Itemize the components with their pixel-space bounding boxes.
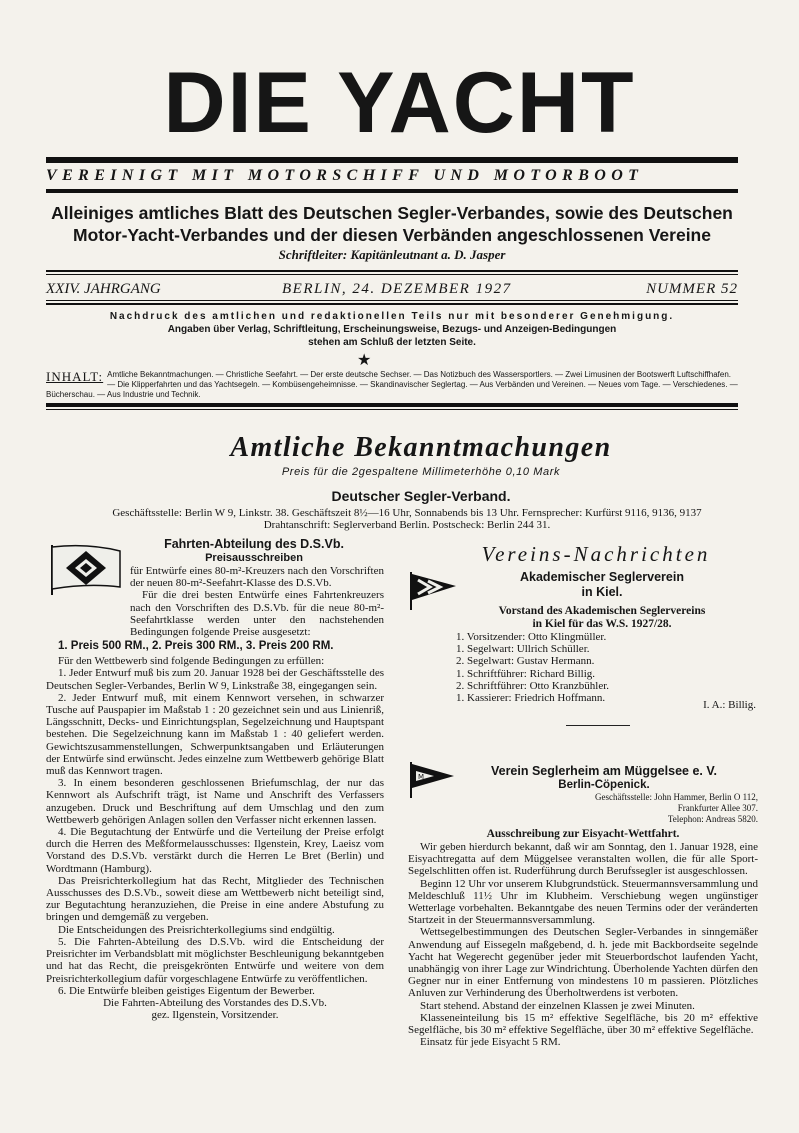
vsm-title-2: Berlin-Cöpenick. [558, 779, 650, 791]
left-p2: Für den Wettbewerb sind folgende Bedingungen zu erfüllen: [58, 655, 325, 668]
aks-board-title-1: Vorstand des Akademischen Seglervereins [498, 605, 706, 617]
member-line: 1. Segelwart: Ullrich Schüller. [456, 643, 590, 656]
vsm-heading: Ausschreibung zur Eisyacht-Wettfahrt. [486, 828, 680, 840]
vsm-p1: Wir geben hierdurch bekannt, daß wir am Sonntag, den 1. Januar 1928, eine Eisyachtregatta auf dem Müggelsee veranstalten wollen, die für alle Sport-Segelschlitten offen ist. Ruderführung durch Berufssegler ist ausgeschlossen. [408, 841, 758, 878]
left-p1: Für die drei besten Entwürfe eines Fahrtenkreuzers nach den Vorschriften des D.S.Vb. für die neue 80-m²-Seefahrtklasse werden unter den nachstehenden Bedingungen folgende Preise ausgesetzt: [130, 589, 384, 639]
official-statement [46, 202, 738, 246]
issue-info [46, 281, 738, 299]
dsv-address-line-1: Geschäftsstelle: Berlin W 9, Linkstr. 38. Geschäftszeit 8½—16 Uhr, Sonnabends bis 13 Uhr. Fernsprecher: Kurfürst 9116, 9136, 9137 [112, 507, 702, 519]
left-prizes: 1. Preis 500 RM., 2. Preis 300 RM., 3. Preis 200 RM. [58, 640, 334, 653]
left-subheading: Preisausschreiben [205, 552, 303, 564]
aks-title-2: in Kiel. [581, 585, 623, 599]
issue-rule-top [46, 270, 738, 272]
notice-line-1: Nachdruck des amtlichen und redaktionellen Teils nur mit besonderer Genehmigung. [109, 311, 675, 322]
vereins-nachrichten-title: Vereins-Nachrichten [481, 542, 711, 566]
svg-text:M: M [418, 773, 425, 781]
vsm-p4: Start stehend. Abstand der einzelnen Klassen je zwei Minuten. [420, 999, 695, 1012]
issue-number: NUMMER 52 [646, 281, 738, 297]
vsm-address-1: Geschäftsstelle: John Hammer, Berlin O 112, [594, 792, 758, 802]
short-divider [566, 725, 630, 726]
left-p8: Die Entscheidungen des Preisrichterkollegiums sind endgültig. [58, 923, 335, 936]
left-heading: Fahrten-Abteilung des D.S.Vb. [164, 537, 344, 551]
notice-line-2: Angaben über Verlag, Schriftleitung, Erscheinungsweise, Bezugs- und Anzeigen-Bedingungen [167, 324, 617, 335]
vsm-block [452, 764, 756, 792]
section-price-note: Preis für die 2gespaltene Millimeterhöhe 0,10 Mark [281, 466, 561, 478]
member-line: 2. Segelwart: Gustav Hermann. [456, 655, 595, 668]
aks-title-1: Akademischer Seglerverein [520, 570, 684, 584]
dsv-address [46, 507, 768, 531]
contents-rule [46, 403, 738, 407]
masthead: DIE YACHT [163, 55, 636, 151]
left-column [46, 537, 384, 1021]
editor-line: Schriftleiter: Kapitänleutnant a. D. Jasper [278, 247, 506, 262]
left-intro: für Entwürfe eines 80-m²-Kreuzers nach den Vorschriften der neuen 80-m²-Seefahrt-Klasse des D.S.Vb. [130, 565, 384, 590]
left-p3: 1. Jeder Entwurf muß bis zum 20. Januar 1928 bei der Geschäftsstelle des Deutschen Segler-Verbandes, Berlin W 9, Linkstraße 38, eingegangen sein. [46, 667, 384, 692]
member-line: 1. Schriftführer: Richard Billig. [456, 667, 595, 680]
table-of-contents [46, 370, 740, 400]
aks-board [452, 605, 752, 631]
official-line-2: Motor-Yacht-Verbandes und der diesen Verbänden angeschlossenen Vereine [73, 225, 711, 245]
left-p5: 3. In einem besonderen geschlossenen Briefumschlag, der nur das Kennwort als Aufschrift trägt, ist Name und Anschrift des Verfassers anzugeben. Druck und Beschriftung auf dem Umschlag und den zum Wettbewerb gehörigen Anlagen sollen den Verfasser nicht erkennen lassen. [46, 777, 384, 826]
member-line: 2. Schriftführer: Otto Kranzbühler. [456, 679, 610, 692]
vsm-title-1: Verein Seglerheim am Müggelsee e. V. [490, 764, 718, 778]
club-pennant-icon [408, 762, 456, 798]
vsm-p5: Klasseneinteilung bis 15 m² effektive Segelfläche, bis 20 m² effektive Segelfläche, bis 30 m² effektive Segelfläche, über 30 m² effektive Segelfläche. [408, 1011, 758, 1037]
member-line: 1. Kassierer: Friedrich Hoffmann. [456, 692, 606, 705]
contents-label: INHALT: [46, 369, 104, 384]
contents-text: Amtliche Bekanntmachungen. — Christliche Seefahrt. — Der erste deutsche Sechser. — Das Notizbuch des Wassersportlers. — Zwei Limusinen der Bootswerft Luftschiffhafen. — Die Klipperfahrten und das Yachtsegeln. — Kombüsengeheimnisse. — Skandinavischer Seglertag. — Aus Verbänden und Vereinen. — Neues vom Tage. — Verschiedenes. — Bücherschau. — Aus Industrie und Technik. [46, 370, 738, 399]
vsm-address-2: Frankfurter Allee 307. [677, 803, 758, 813]
masthead-subtitle: VEREINIGT MIT MOTORSCHIFF UND MOTORBOOT [46, 167, 644, 184]
member-line: 1. Vorsitzender: Otto Klingmüller. [456, 631, 607, 643]
left-sig-1: Die Fahrten-Abteilung des Vorstandes des D.S.Vb. [103, 996, 327, 1009]
section-title: Amtliche Bekanntmachungen [230, 432, 612, 463]
aks-signature: I. A.: Billig. [703, 699, 756, 711]
left-sig-2: gez. Ilgenstein, Vorsitzender. [151, 1009, 279, 1022]
dsv-title: Deutscher Segler-Verband. [331, 488, 511, 504]
subtitle-rule [46, 189, 738, 193]
vsm-p6: Einsatz für jede Eisyacht 5 RM. [420, 1036, 561, 1049]
left-p6: 4. Die Begutachtung der Entwürfe und die Verteilung der Preise erfolgt durch die Herren des Meßformelausschusses: Ilgenstein, Krey, Laeisz vom Vorstand des D.S.Vb. verstärkt durch die Herren Le Bret (Berlin) und Wordtmann (Hamburg). [46, 826, 384, 875]
masthead-rule [46, 157, 738, 163]
issue-rule-bottom-thin [46, 300, 738, 301]
aks-block [452, 570, 752, 600]
issue-rule-top-thin [46, 274, 738, 275]
left-p10: 6. Die Entwürfe bleiben geistiges Eigentum der Bewerber. [58, 984, 315, 997]
dsv-address-line-2: Drahtanschrift: Seglerverband Berlin. Postscheck: Berlin 244 31. [263, 519, 551, 531]
official-line-1: Alleiniges amtliches Blatt des Deutschen Segler-Verbandes, sowie des Deutschen [51, 203, 733, 223]
place-date: BERLIN, 24. DEZEMBER 1927 [282, 281, 512, 297]
vsm-p3: Wettsegelbestimmungen des Deutschen Segler-Verbandes in sinngemäßer Anwendung auf Eissegeln maßgebend, d. h. jede mit Backbordseite segelnde Yacht hat Wegerecht gegenüber jeder mit Steuerbordschot laufenden Yacht, unabhängig von ihrer Lage zur Windrichtung. Überholende Yachten dürfen den Gegner nur in einer Entfernung von mindestens 10 m passieren. Plötzliches Anluven zur Verhinderung des Überholtwerdens ist verboten. [408, 926, 758, 1000]
star-ornament: ★ [357, 352, 372, 369]
pennant-icon [408, 572, 458, 610]
left-p9: 5. Die Fahrten-Abteilung des D.S.Vb. wird die Entscheidung der Preisrichter im Verbandsblatt mit möglichster Beschleunigung bekanntgeben und hat das Recht, die preisgekrönten Entwürfe und weitere von dem Preisrichterkollegium dafür vorgeschlagene Entwürfe zu veröffentlichen. [46, 935, 384, 985]
reprint-notice [46, 310, 738, 349]
notice-line-3: stehen am Schluß der letzten Seite. [308, 337, 476, 348]
issue-rule-bottom [46, 303, 738, 305]
left-p7: Das Preisrichterkollegium hat das Recht, Mitglieder des Technischen Ausschusses des D.S.Vb., soweit diese am Wettbewerb nicht beteiligt sind, zur Begutachtung heranzuziehen, die Preise in eine andere Abstufung zu bringen und demgemäß zu vergeben. [46, 874, 384, 924]
vsm-p2: Beginn 12 Uhr vor unserem Klubgrundstück. Steuermannsversammlung und Meldeschluß 11½ Uhr im Klubheim. Verschiebung wegen ungünstiger Wetterlage vorbehalten. Bekanntgabe des neuen Termins oder der veränderten Startzeit in der Steuermannsversammlung. [408, 877, 758, 927]
aks-board-title-2: in Kiel für das W.S. 1927/28. [532, 618, 672, 630]
volume: XXIV. JAHRGANG [46, 281, 161, 297]
left-p4: 2. Jeder Entwurf muß, mit einem Kennwort versehen, in schwarzer Tusche auf Pauspapier im Maßstab 1 : 20 gezeichnet sein und aus Linienriß, Längsschnitt, Decks- und Einrichtungsplan, Segelzeichnung und Hauptspant bestehen. Die Segelzeichnung kann im Maßstab 1 : 40 geliefert werden. Gewichtszusammenstellungen, Schwerpunktsangaben und Erläuterungen der Entwürfe sind erwünscht. Jedes einzelne zum Wettbewerb gehörige Blatt muß das Kennwort tragen. [46, 691, 384, 778]
contents-rule-thin [46, 409, 738, 410]
right-column [408, 828, 758, 1048]
vsm-address [478, 792, 758, 825]
aks-members [456, 631, 756, 704]
vsm-address-3: Telephon: Andreas 5820. [667, 814, 758, 824]
